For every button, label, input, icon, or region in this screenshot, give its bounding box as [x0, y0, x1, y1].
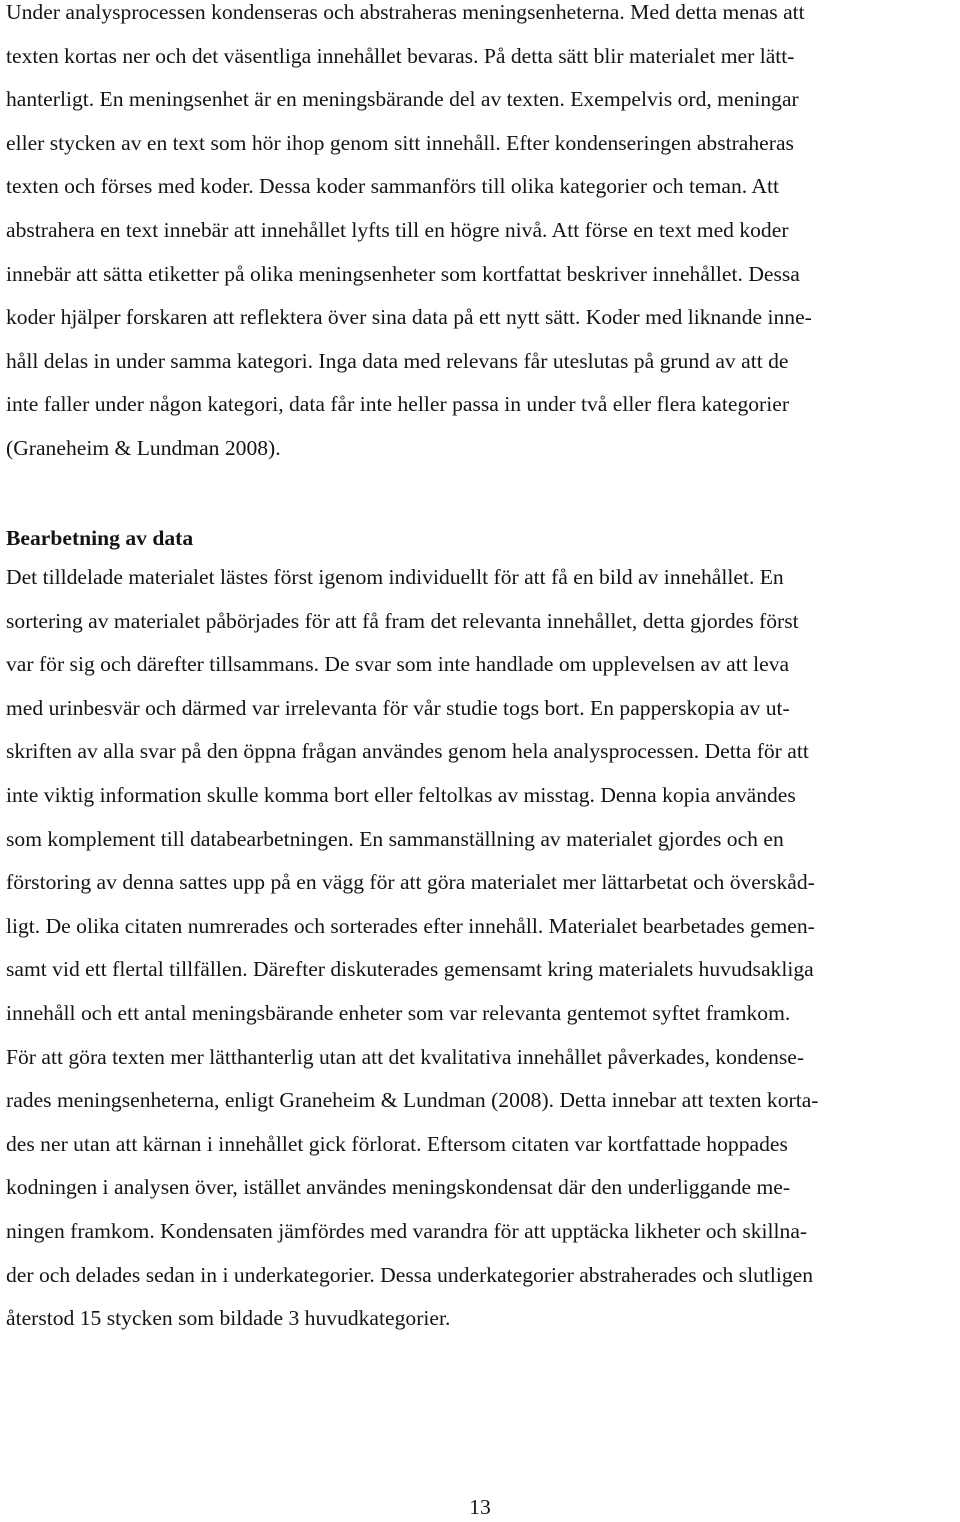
document-page	[6, 0, 956, 1331]
text-line: ligt. De olika citaten numrerades och sorterades efter innehåll. Materialet bearbetades gemen-	[6, 913, 815, 938]
paragraph-analysis-process	[6, 0, 956, 471]
text-line: innehåll och ett antal meningsbärande enheter som var relevanta gentemot syftet framkom.	[6, 1000, 791, 1025]
page-number: 13	[469, 1495, 491, 1519]
text-line: skriften av alla svar på den öppna frågan användes genom hela analysprocessen. Detta för att	[6, 739, 809, 764]
text-line: abstrahera en text innebär att innehållet lyfts till en högre nivå. Att förse en text med koder	[6, 217, 789, 242]
text-line: återstod 15 stycken som bildade 3 huvudkategorier.	[6, 1306, 451, 1331]
text-line: För att göra texten mer lätthanterlig utan att det kvalitativa innehållet påverkades, kondense-	[6, 1044, 805, 1069]
text-line: innebär att sätta etiketter på olika meningsenheter som kortfattat beskriver innehållet. Dessa	[6, 261, 800, 286]
text-line: inte faller under någon kategori, data får inte heller passa in under två eller flera kategorier	[6, 392, 790, 417]
text-line: samt vid ett flertal tillfällen. Därefter diskuterades gemensamt kring materialets huvudsakliga	[6, 957, 814, 982]
text-line: koder hjälper forskaren att reflektera över sina data på ett nytt sätt. Koder med liknande inne-	[6, 305, 812, 330]
text-line: som komplement till databearbetningen. En sammanställning av materialet gjordes och en	[6, 826, 784, 851]
text-line: håll delas in under samma kategori. Inga data med relevans får uteslutas på grund av att de	[6, 348, 789, 373]
text-line: kodningen i analysen över, istället användes meningskondensat där den underliggande me-	[6, 1175, 791, 1200]
text-line: förstoring av denna sattes upp på en vägg för att göra materialet mer lättarbetat och överskåd-	[6, 870, 815, 895]
text-line: (Graneheim & Lundman 2008).	[6, 435, 281, 460]
section-heading: Bearbetning av data	[6, 526, 194, 550]
text-line: der och delades sedan in i underkategorier. Dessa underkategorier abstraherades och slutligen	[6, 1262, 814, 1287]
text-line: texten och förses med koder. Dessa koder sammanförs till olika kategorier och teman. Att	[6, 174, 779, 199]
text-line: med urinbesvär och därmed var irrelevanta för vår studie togs bort. En papperskopia av ut-	[6, 695, 790, 720]
text-line: inte viktig information skulle komma bort eller feltolkas av misstag. Denna kopia användes	[6, 782, 796, 807]
text-line: ningen framkom. Kondensaten jämfördes med varandra för att upptäcka likheter och skillna-	[6, 1218, 808, 1243]
text-line: des ner utan att kärnan i innehållet gick förlorat. Eftersom citaten var kortfattade hoppades	[6, 1131, 788, 1156]
text-line: rades meningsenheterna, enligt Graneheim & Lundman (2008). Detta innebar att texten korta-	[6, 1088, 819, 1113]
text-line: hanterligt. En meningsenhet är en meningsbärande del av texten. Exempelvis ord, meningar	[6, 87, 799, 112]
text-line: var för sig och därefter tillsammans. De svar som inte handlade om upplevelsen av att leva	[6, 652, 790, 677]
text-line: texten kortas ner och det väsentliga innehållet bevaras. På detta sätt blir materialet mer lätt-	[6, 43, 795, 68]
paragraph-data-processing	[6, 556, 818, 1341]
text-line: eller stycken av en text som hör ihop genom sitt innehåll. Efter kondenseringen abstraheras	[6, 130, 794, 155]
text-line: Det tilldelade materialet lästes först igenom individuellt för att få en bild av innehållet. En	[6, 565, 784, 589]
text-line: Under analysprocessen kondenseras och abstraheras meningsenheterna. Med detta menas att	[6, 0, 805, 24]
text-line: sortering av materialet påbörjades för att få fram det relevanta innehållet, detta gjordes först	[6, 608, 799, 633]
